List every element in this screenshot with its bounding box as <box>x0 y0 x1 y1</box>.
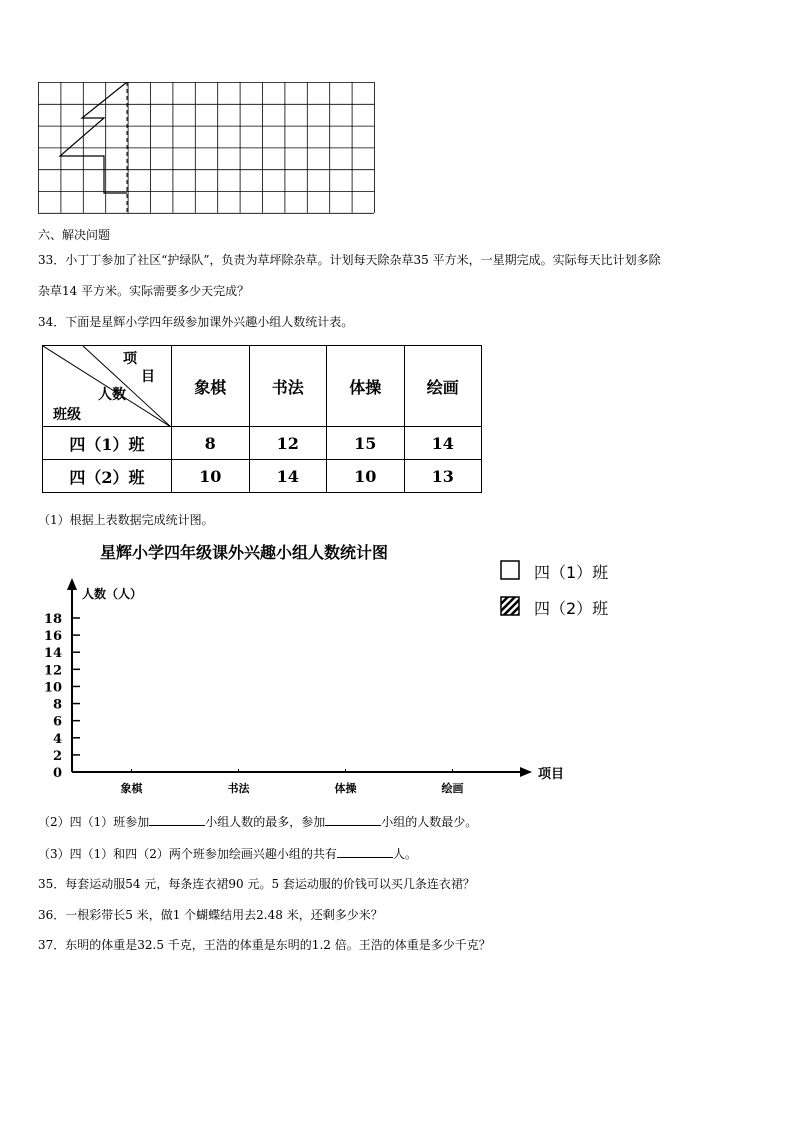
answer-blank-least[interactable] <box>325 813 381 826</box>
cell: 15 <box>327 427 405 460</box>
corner-item1: 项 <box>123 351 137 367</box>
q34-sub2-a: （2）四（1）班参加 <box>38 815 150 829</box>
corner-class: 班级 <box>53 407 81 423</box>
y-axis-arrow <box>67 578 77 590</box>
table-corner-cell <box>43 346 172 427</box>
y-tick-label: 14 <box>43 646 62 662</box>
y-tick-label: 16 <box>43 629 62 645</box>
corner-item2: 目 <box>141 369 155 385</box>
answer-blank-most[interactable] <box>149 813 205 826</box>
col-header: 绘画 <box>404 346 482 427</box>
grid-figure <box>38 82 378 214</box>
y-tick-label: 8 <box>52 697 62 713</box>
chart-title: 星辉小学四年级课外兴趣小组人数统计图 <box>100 543 389 562</box>
col-header: 书法 <box>249 346 327 427</box>
half-shape <box>60 82 127 193</box>
row-label: 四（2）班 <box>43 460 172 493</box>
y-tick-label: 6 <box>52 714 62 730</box>
col-header: 象棋 <box>172 346 250 427</box>
cell: 12 <box>249 427 327 460</box>
cell: 13 <box>404 460 482 493</box>
q34-intro: 34．下面是星辉小学四年级参加课外兴趣小组人数统计表。 <box>38 315 354 329</box>
col-header: 体操 <box>327 346 405 427</box>
x-axis-arrow <box>520 767 532 777</box>
legend-label: 四（1）班 <box>534 563 609 582</box>
y-tick-label: 18 <box>43 612 62 627</box>
q34-sub2 <box>38 813 477 830</box>
cell: 10 <box>327 460 405 493</box>
table-row <box>43 460 482 493</box>
q34-sub3 <box>38 845 417 862</box>
x-tick-label: 象棋 <box>120 782 143 795</box>
q35: 35．每套运动服54 元，每条连衣裙90 元。5 套运动服的价钱可以买几条连衣裙？ <box>38 877 475 891</box>
q34-sub3-b: 人。 <box>392 847 417 861</box>
x-axis-label: 项目 <box>538 767 565 782</box>
y-tick-label: 0 <box>52 766 62 781</box>
cell: 14 <box>404 427 482 460</box>
legend-label: 四（2）班 <box>534 599 609 618</box>
corner-count: 人数 <box>98 387 126 403</box>
y-tick-label: 2 <box>52 748 62 764</box>
cell: 14 <box>249 460 327 493</box>
q34-sub2-c: 小组的人数最少。 <box>381 815 478 829</box>
cell: 8 <box>172 427 250 460</box>
q37: 37．东明的体重是32.5 千克，王浩的体重是东明的1.2 倍。王浩的体重是多少千克？ <box>38 938 491 952</box>
stats-table <box>42 345 482 493</box>
answer-blank-total[interactable] <box>337 845 393 858</box>
table-row <box>43 427 482 460</box>
q34-sub2-b: 小组人数的最多，参加 <box>205 815 326 829</box>
x-tick-label: 绘画 <box>441 782 464 795</box>
x-tick-label: 体操 <box>334 782 357 795</box>
y-tick-label: 4 <box>52 731 62 747</box>
row-label: 四（1）班 <box>43 427 172 460</box>
q33-line1: 33．小丁丁参加了社区“护绿队”，负责为草坪除杂草。计划每天除杂草35 平方米，一星期完成。实际每天比计划多除 <box>38 253 661 267</box>
x-tick-label: 书法 <box>227 782 250 795</box>
y-tick-label: 10 <box>43 680 62 696</box>
section-heading: 六、解决问题 <box>38 228 111 242</box>
bar-chart <box>30 570 570 800</box>
y-axis-label: 人数（人） <box>82 587 143 601</box>
q36: 36．一根彩带长5 米，做1 个蝴蝶结用去2.48 米，还剩多少米？ <box>38 908 383 922</box>
q34-sub1: （1）根据上表数据完成统计图。 <box>38 513 214 527</box>
q33-line2: 杂草14 平方米。实际需要多少天完成？ <box>38 284 250 298</box>
cell: 10 <box>172 460 250 493</box>
q34-sub3-a: （3）四（1）和四（2）两个班参加绘画兴趣小组的共有 <box>38 847 337 861</box>
y-tick-label: 12 <box>43 663 62 679</box>
